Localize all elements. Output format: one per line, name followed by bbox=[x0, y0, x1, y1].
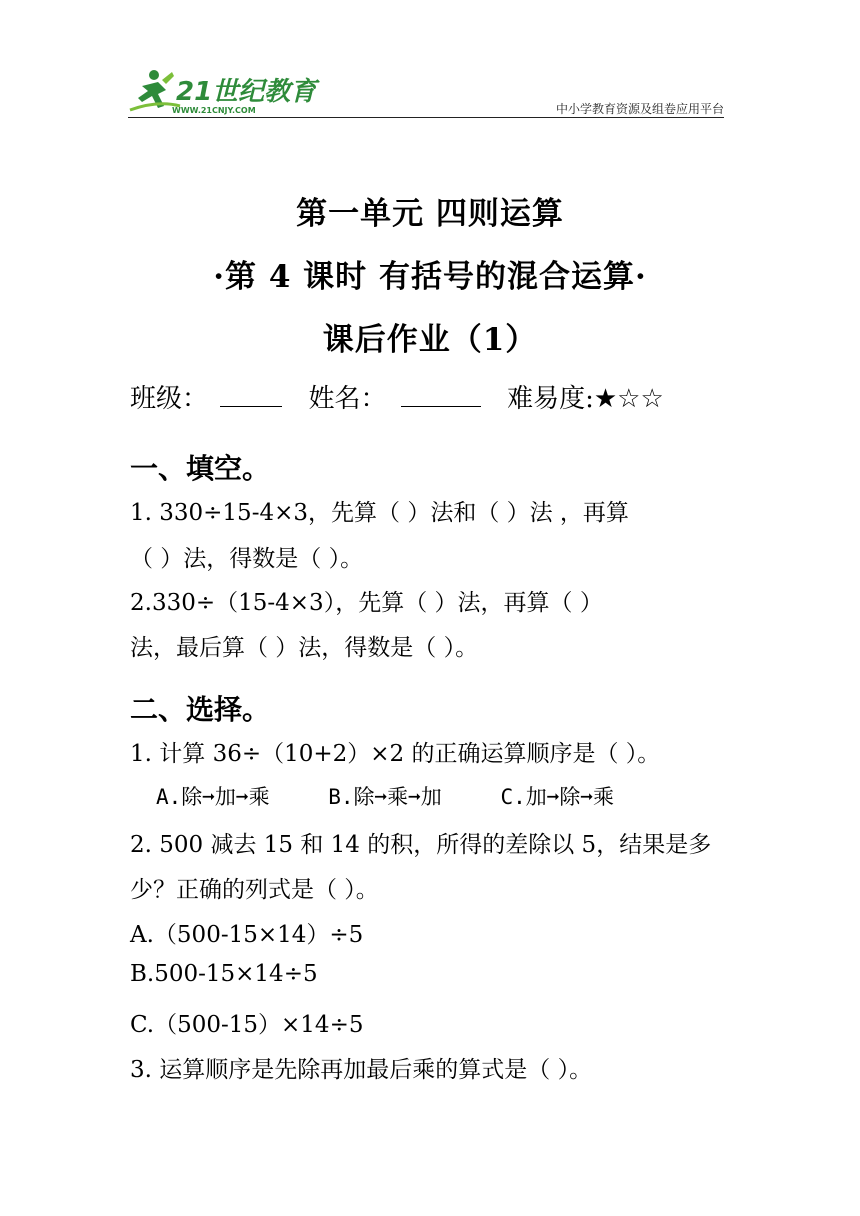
choice-q2-option-b[interactable]: B.500-15×14÷5 bbox=[130, 961, 318, 987]
choice-q2-option-c[interactable]: C.（500-15）×14÷5 bbox=[130, 1012, 364, 1038]
fill-q1-line2: （ ）法，得数是（ ）。 bbox=[130, 546, 364, 572]
choice-q1-option-b[interactable]: B.除➞乘➞加 bbox=[328, 785, 442, 809]
difficulty-label: 难易度: bbox=[507, 384, 594, 414]
difficulty-stars: ★☆☆ bbox=[593, 384, 664, 414]
fill-q2-line2: 法，最后算（ ）法，得数是（ ）。 bbox=[130, 635, 479, 661]
lesson-title: ·第 4 课时 有括号的混合运算· bbox=[213, 259, 647, 295]
page-header bbox=[128, 66, 724, 118]
choice-q2-line2: 少？正确的列式是（ ）。 bbox=[130, 877, 379, 903]
svg-text:21世纪教育: 21世纪教育 bbox=[176, 77, 317, 107]
fill-q2-line1: 2.330÷（15-4×3），先算（ ）法，再算（ ） bbox=[130, 590, 603, 616]
fill-q1-line1: 1. 330÷15-4×3，先算（ ）法和（ ）法 ，再算 bbox=[130, 500, 629, 526]
choice-q3: 3. 运算顺序是先除再加最后乘的算式是（ ）。 bbox=[130, 1057, 593, 1083]
logo-21cnjy bbox=[128, 66, 317, 116]
header-divider bbox=[128, 117, 724, 118]
name-label: 姓名： bbox=[308, 384, 387, 414]
choice-q1: 1. 计算 36÷（10+2）×2 的正确运算顺序是（ ）。 bbox=[130, 741, 661, 767]
class-label: 班级： bbox=[130, 384, 209, 414]
section-fill-blank-heading: 一、填空。 bbox=[130, 452, 271, 485]
choice-q1-option-a[interactable]: A.除➞加➞乘 bbox=[156, 785, 270, 809]
unit-title: 第一单元 四则运算 bbox=[296, 196, 564, 232]
student-info-row bbox=[130, 378, 664, 415]
section-choice-heading: 二、选择。 bbox=[130, 693, 271, 726]
header-tagline: 中小学教育资源及组卷应用平台 bbox=[555, 102, 724, 116]
name-blank[interactable] bbox=[401, 380, 481, 407]
choice-q1-option-c[interactable]: C.加➞除➞乘 bbox=[500, 785, 615, 809]
class-blank[interactable] bbox=[220, 380, 282, 407]
choice-q2-option-a[interactable]: A.（500-15×14）÷5 bbox=[130, 922, 364, 948]
choice-q1-options bbox=[156, 781, 614, 811]
svg-text:WWW.21CNJY.COM: WWW.21CNJY.COM bbox=[172, 106, 256, 115]
homework-title: 课后作业（1） bbox=[322, 322, 538, 358]
choice-q2-line1: 2. 500 减去 15 和 14 的积，所得的差除以 5，结果是多 bbox=[130, 832, 712, 858]
